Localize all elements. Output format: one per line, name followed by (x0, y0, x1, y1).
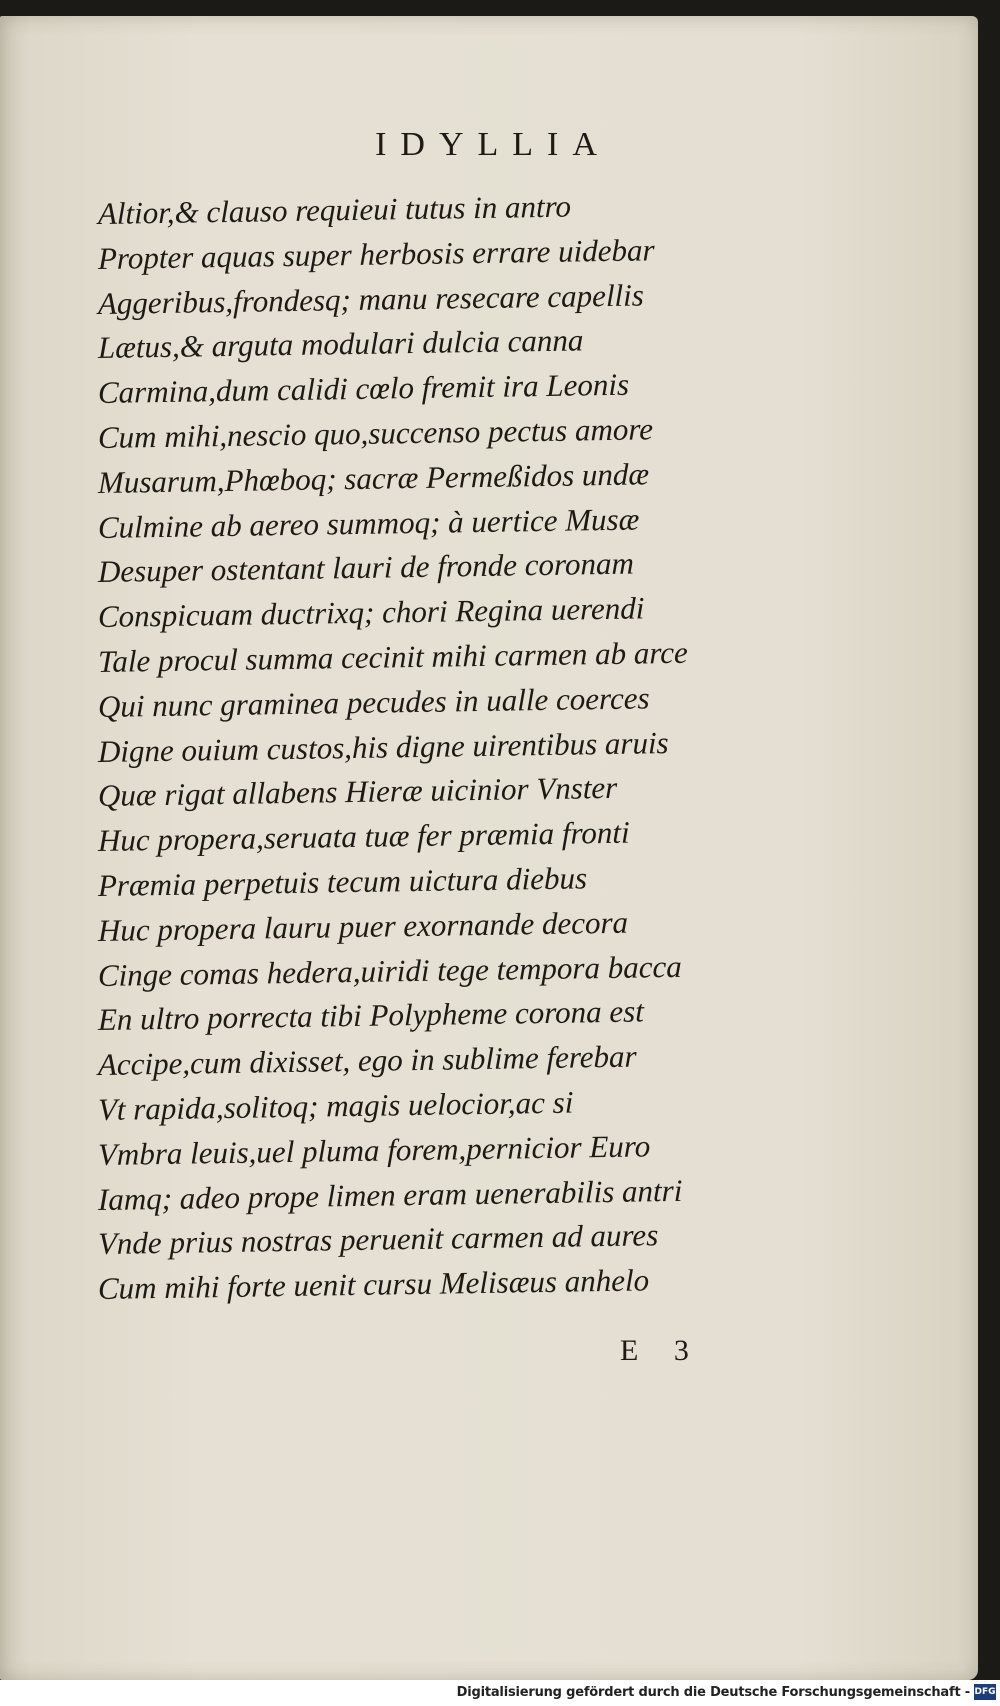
verse-line: Cinge comas hedera,uiridi tege tempora bacca (98, 948, 682, 993)
verse-line: Accipe,cum dixisset, ego in sublime ferebar (98, 1038, 637, 1083)
verse-line: Desuper ostentant lauri de fronde coronam (98, 545, 634, 590)
verse-line: Huc propera lauru puer exornande decora (98, 904, 629, 948)
verse-line: Vmbra leuis,uel pluma forem,pernicior Euro (98, 1128, 651, 1172)
verse-line: Vt rapida,solitoq; magis uelocior,ac si (98, 1084, 574, 1127)
verse-line: Cum mihi forte uenit cursu Melisæus anhelo (98, 1262, 650, 1307)
verse-line: Vnde prius nostras peruenit carmen ad aures (98, 1217, 659, 1262)
verse-line: Qui nunc graminea pecudes in ualle coerces (98, 680, 650, 724)
verse-line: Aggeribus,frondesq; manu resecare capellis (98, 277, 644, 321)
verse-line: Huc propera,seruata tuæ fer præmia fronti (98, 814, 630, 859)
digitization-footer (0, 1680, 1000, 1706)
verse-line: Iamq; adeo prope limen eram uenerabilis antri (98, 1172, 683, 1217)
verse-line: Culmine ab aereo summoq; à uertice Musæ (98, 501, 640, 545)
verse-line: Quæ rigat allabens Hieræ uicinior Vnster (98, 770, 618, 814)
verse-line: Propter aquas super herbosis errare uidebar (98, 232, 655, 276)
verse-line: Cum mihi,nescio quo,succenso pectus amore (98, 411, 654, 455)
verse-line: En ultro porrecta tibi Polypheme corona est (98, 993, 644, 1038)
running-title-text: IDYLLIA (375, 126, 611, 163)
verse-line: Altior,& clauso requieui tutus in antro (98, 188, 572, 231)
dfg-logo-icon: DFG (974, 1684, 996, 1700)
book-page (0, 16, 978, 1680)
verse-lines (98, 188, 798, 1312)
verse-line: Conspicuam ductrixq; chori Regina uerendi (98, 590, 645, 635)
verse-line: Præmia perpetuis tecum uictura diebus (98, 860, 588, 903)
verse-line: Lætus,& arguta modulari dulcia canna (98, 322, 584, 366)
signature-mark: E 3 (620, 1334, 703, 1367)
verse-line: Tale procul summa cecinit mihi carmen ab arce (98, 634, 688, 679)
verse-line: Musarum,Phœboq; sacræ Permeßidos undæ (98, 456, 650, 500)
verse-line: Carmina,dum calidi cœlo fremit ira Leonis (98, 366, 630, 411)
running-title (0, 126, 978, 164)
footer-credit: Digitalisierung gefördert durch die Deutsche Forschungsgemeinschaft - (456, 1685, 970, 1700)
verse-line: Digne ouium custos,his digne uirentibus aruis (98, 724, 669, 769)
